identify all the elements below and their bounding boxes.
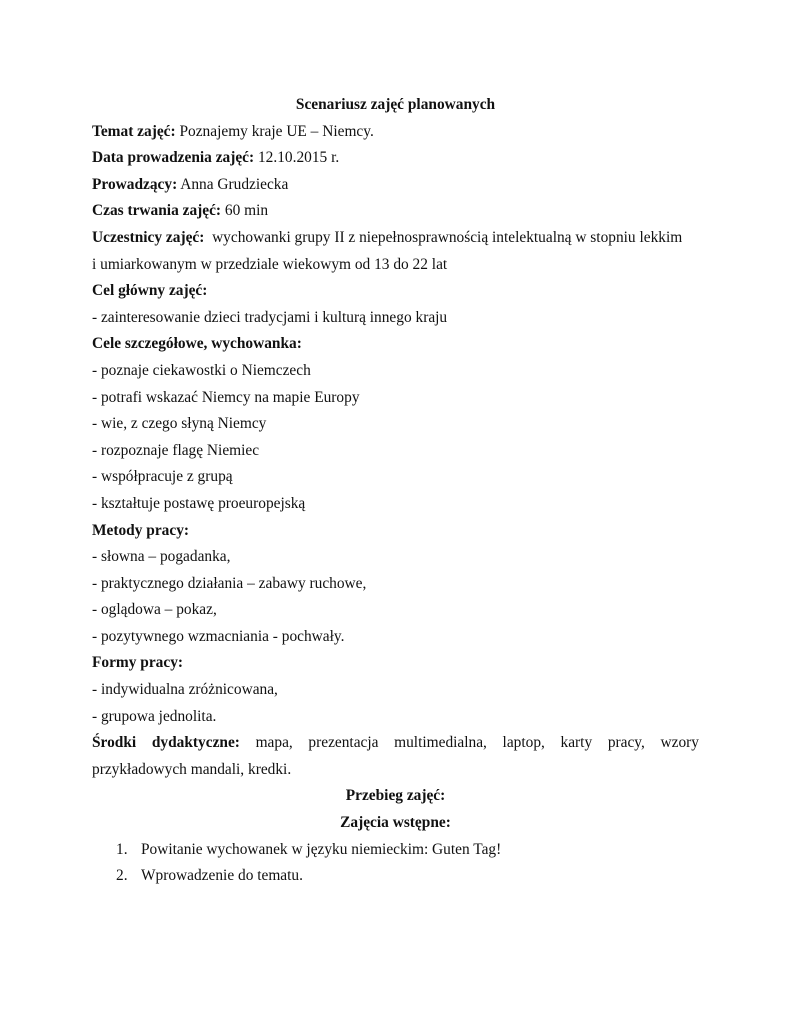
topic-value: Poznajemy kraje UE – Niemcy.: [175, 122, 374, 140]
list-item: - wie, z czego słyną Niemcy: [92, 415, 267, 433]
list-item: - poznaje ciekawostki o Niemczech: [92, 361, 311, 379]
resources-label: Środki dydaktyczne:: [92, 734, 240, 752]
course-heading: Przebieg zajęć:: [345, 787, 446, 805]
document-title: Scenariusz zajęć planowanych: [295, 96, 496, 113]
leader-label: Prowadzący:: [92, 175, 178, 193]
duration-label: Czas trwania zajęć:: [92, 202, 222, 220]
date-value: 12.10.2015 r.: [254, 149, 340, 167]
list-item: - oglądowa – pokaz,: [92, 601, 217, 619]
leader-value: Anna Grudziecka: [177, 175, 289, 193]
list-item: - kształtuje postawę proeuropejską: [92, 494, 306, 512]
list-item: - grupowa jednolita.: [92, 707, 217, 725]
list-item: - pozytywnego wzmacniania - pochwały.: [92, 627, 345, 645]
participants-row: [92, 225, 699, 252]
participants-label: Uczestnicy zajęć:: [92, 228, 205, 246]
resources-word: prezentacja: [308, 734, 379, 752]
resources-word: laptop,: [502, 734, 545, 752]
resources-word: multimedialna,: [394, 734, 487, 752]
date-row: [92, 145, 699, 172]
list-item: - rozpoznaje flagę Niemiec: [92, 441, 260, 459]
methods-heading: Metody pracy:: [92, 521, 190, 539]
list-number: 2.: [116, 867, 128, 885]
list-item-text: Powitanie wychowanek w języku niemieckim: Guten Tag!: [141, 840, 502, 858]
duration-row: [92, 198, 699, 225]
participants-value-line1: wychowanki grupy II z niepełnosprawnością intelektualną w stopniu lekkim: [204, 228, 683, 246]
date-label: Data prowadzenia zajęć:: [92, 149, 255, 167]
resources-line2: przykładowych mandali, kredki.: [92, 760, 292, 778]
forms-heading: Formy pracy:: [92, 654, 184, 672]
ordered-list-item: [92, 837, 699, 864]
list-item: - potrafi wskazać Niemcy na mapie Europy: [92, 388, 360, 406]
intro-heading: Zajęcia wstępne:: [340, 814, 451, 832]
list-item-text: Wprowadzenie do tematu.: [141, 867, 303, 885]
topic-row: [92, 119, 699, 146]
list-item: - zainteresowanie dzieci tradycjami i kulturą innego kraju: [92, 308, 448, 326]
list-item: - indywidualna zróżnicowana,: [92, 681, 278, 699]
document-body: [92, 92, 699, 890]
resources-row: [92, 730, 699, 757]
list-item: - współpracuje z grupą: [92, 468, 233, 486]
topic-label: Temat zajęć:: [92, 122, 176, 140]
resources-word: pracy,: [607, 734, 645, 752]
list-number: 1.: [116, 840, 128, 858]
leader-row: [92, 172, 699, 199]
list-item: - słowna – pogadanka,: [92, 548, 231, 566]
list-item: - praktycznego działania – zabawy ruchowe,: [92, 574, 367, 592]
resources-word: karty: [560, 734, 593, 752]
ordered-list-item: [92, 863, 699, 890]
participants-value-line2: i umiarkowanym w przedziale wiekowym od 13 do 22 lat: [92, 255, 448, 273]
resources-word: wzory: [660, 734, 699, 752]
main-goal-heading: Cel główny zajęć:: [92, 282, 208, 300]
duration-value: 60 min: [221, 202, 269, 220]
resources-word: mapa,: [255, 734, 293, 752]
specific-goals-heading: Cele szczegółowe, wychowanka:: [92, 335, 302, 353]
